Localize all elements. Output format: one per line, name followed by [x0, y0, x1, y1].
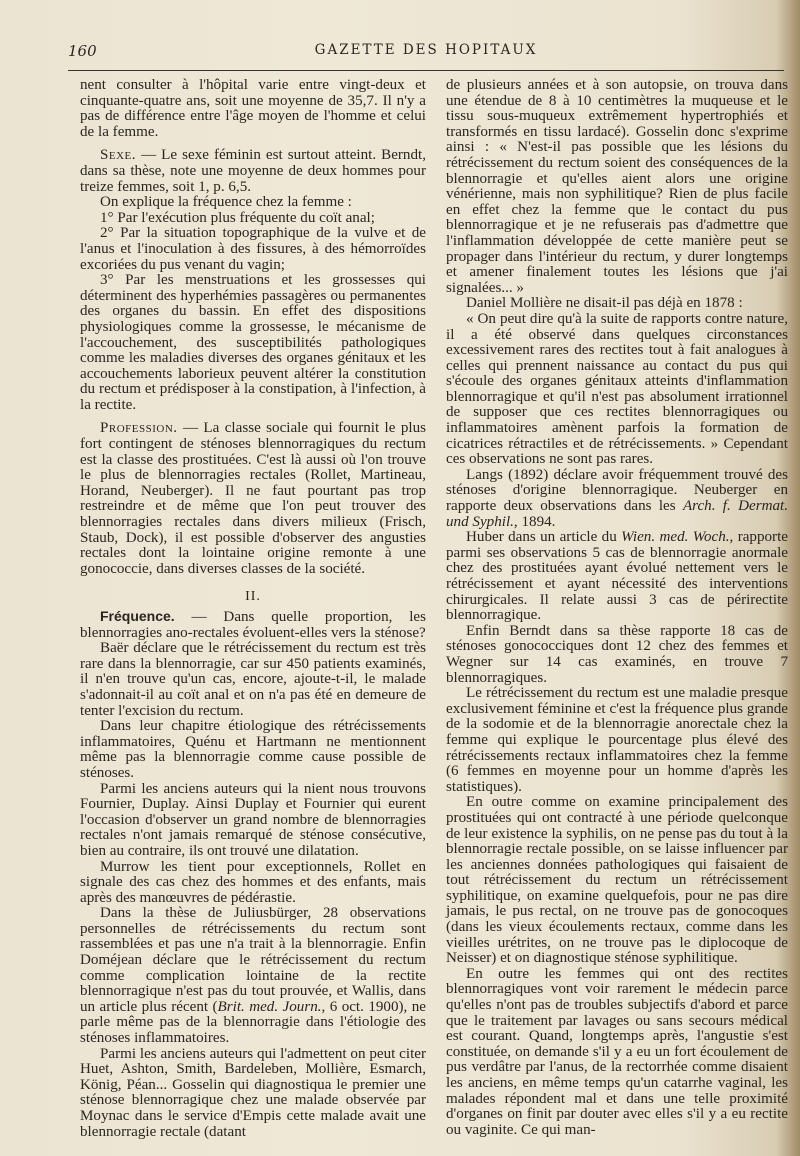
- page-header: [68, 42, 784, 66]
- paragraph: Enfin Berndt dans sa thèse rapporte 18 cas de sténoses gonococciques dont 12 chez des femmes et Wegner sur 14 cas examinés, en trouve 7 blennorragiques.: [446, 622, 788, 686]
- paragraph: En outre les femmes qui ont des rectites blennorragiques vont voir rarement le médecin parce qu'elles n'ont pas de troubles subjectifs d'abord et parce que le traitement par lavages ou sans secours médical est courant. Quand, longtemps après, l'angustie s'est constituée, on demande s'il y a eu un fort écoulement de pus verdâtre par l'anus, de la rectorrhée comme disaient les anciens, en même temps qu'un catarrhe vaginal, les malades répondent mal et dans une telle proximité d'organes on finit par douter avec elles s'il y a eu rectite ou vaginite. Ce qui man-: [446, 965, 788, 1138]
- running-title: GAZETTE DES HOPITAUX: [314, 42, 538, 58]
- citation: Brit. med. Journ.: [217, 998, 322, 1015]
- page-number: 160: [68, 42, 97, 60]
- paragraph-text: — Le sexe féminin est surtout atteint. Berndt, dans sa thèse, note une moyenne de deux hommes pour treize femmes, soit 1, p. 6,5.: [80, 147, 426, 195]
- quotation: « On peut dire qu'à la suite de rapports contre nature, il a été observé dans quelques circonstances excessivement rares des rectites tout à fait analogues à celles qui prennent naissance au contact du pus qui s'écoule des organes génitaux atteints d'inflammation blennorragique et qu'il n'est pas absolument irrationnel de supposer que ces rectites blennorragiques ou inflammatoires amènent parfois la formation de cicatrices rétractiles et de rétrécissements. » Cependant ces observations ne sont pas rares.: [446, 310, 788, 468]
- paragraph: nent consulter à l'hôpital varie entre vingt-deux et cinquante-quatre ans, soit une moyenne de 35,7. Il n'y a pas de différence entre l'âge moyen de l'homme et celui de la femme.: [80, 77, 426, 140]
- section-heading-frequence: Fréquence.: [100, 608, 175, 624]
- citation: Arch. f. Dermat. und Syphil.: [446, 498, 788, 530]
- list-item: 3° Par les menstruations et les grossesses qui déterminent des hyperhémies passagères ou permanentes des organes du bassin. En effet des dispositions physiologiques comme la grossesse, le mécanisme de l'accouchement, des susceptibilités pathologiques comme les maladies diverses des organes génitaux et les accouchements laborieux peuvent altérer la constitution du rectum et prédisposer à la constipation, à l'infection, à la rectite.: [80, 272, 426, 413]
- list-item: 1° Par l'exécution plus fréquente du coït anal;: [100, 209, 375, 226]
- paragraph: En outre comme on examine principalement des prostituées qui ont contracté à une période quelconque de leur existence la syphilis, on ne pense pas du tout à la blennorragie rectale possible, on se laisse influencer par les anciennes données pathologiques qui faisaient de tout rétrécissement du rectum un rétrécissement syphilitique, on examine quelquefois, pour ne pas dire jamais, le pus rectal, on ne trouve pas de gonocoques (dans les vieux écoulements rectaux, comme dans les vieilles urétrites, on ne trouve pas le diplocoque de Neisser) et on diagnostique sténose syphilitique.: [446, 794, 788, 967]
- paragraph-frequence: [80, 609, 426, 641]
- right-column: [446, 78, 788, 1138]
- section-heading-sexe: Sexe.: [100, 147, 137, 164]
- paragraph-text: Langs (1892) déclare avoir fréquemment trouvé des sténoses d'origine blennorragique. Neuberger en rapporte deux observations dans les: [446, 466, 788, 515]
- paragraph: [446, 468, 788, 530]
- paragraph: Murrow les tient pour exceptionnels, Rollet en signale des cas chez des hommes et des enfants, mais après des manœuvres de pédérastie.: [80, 858, 426, 906]
- paragraph: Parmi les anciens auteurs qui la nient nous trouvons Fournier, Duplay. Ainsi Duplay et Fournier qui eurent l'occasion d'observer un grand nombre de blennorragies rectales n'ont jamais remarqué de sténose consécutive, bien au contraire, ils ont trouvé une dilatation.: [80, 780, 426, 859]
- header-rule: [68, 70, 784, 71]
- paragraph-text: Huber dans un article du: [466, 529, 622, 546]
- paragraph-profession: [80, 421, 426, 577]
- list-item: 2° Par la situation topographique de la vulve et de l'anus et l'inoculation à des fissures, à des hémorroïdes excoriées du pus venant du vagin;: [80, 225, 426, 273]
- paragraph: Parmi les anciens auteurs qui l'admettent on peut citer Huet, Ashton, Smith, Bardeleben, Mollière, Esmarch, König, Péan... Gosselin qui diagnostiqua le premier une sténose blennorragique chez une malade observée par Moynac dans le service d'Empis cette malade avait une blennorragie rectale (datant: [80, 1045, 426, 1140]
- paragraph: Baër déclare que le rétrécissement du rectum est très rare dans la blennorragie, car sur 450 patients examinés, il n'en trouve qu'un cas, encore, ajoute-t-il, le malade s'adonnait-il au coït anal et on n'a pas été en demeure de tenter l'excision du rectum.: [80, 640, 426, 719]
- paragraph: On explique la fréquence chez la femme :: [100, 194, 352, 211]
- paragraph-text: — Dans quelle proportion, les blennorragies ano-rectales évoluent-elles vers la sténose?: [80, 609, 426, 641]
- paragraph-text: , 1894.: [513, 513, 556, 530]
- paragraph: Le rétrécissement du rectum est une maladie presque exclusivement féminine et c'est la fréquence plus grande de la sodomie et de la blennorragie anorectale chez la femme qui explique le pourcentage plus élevé des rétrécissements rectaux inflammatoires chez la femme (6 femmes en moyenne pour un homme d'après les statistiques).: [446, 685, 788, 795]
- paragraph-sexe: [80, 148, 426, 195]
- section-heading-profession: Profession.: [100, 420, 178, 437]
- paragraph-text: Dans la thèse de Juliusbürger, 28 observations personnelles de rétrécissements du rectum sont rassemblées et pas une n'a trait à la blennorragie. Enfin Doméjean déclare que le rétrécissement du rectum comme complication lointaine de la rectite blennorragique n'est pas du tout prouvée, et Wallis, dans un article plus récent (: [80, 905, 426, 1015]
- paragraph: de plusieurs années et à son autopsie, on trouva dans une étendue de 8 à 10 centimètres la muqueuse et le tissu sous-muqueux extrêmement hypertrophiés et transformés en tissu lardacé). Gosselin donc s'exprime ainsi : « N'est-il pas possible que les lésions du rétrécissement du rectum soient des conséquences de la blennorragie et qu'elles aient alors une origine vénérienne, mais non syphilitique? Rien de plus facile en effet chez la femme que le contact du pus blennorragique et je ne refuserais pas d'admettre que l'inflammation développée de cette manière peut se propager dans l'intérieur du rectum, y durer longtemps et amener finalement toutes les lésions que j'ai signalées... »: [446, 77, 788, 296]
- left-column: [80, 78, 426, 1140]
- paragraph-text: , rapporte parmi ses observations 5 cas de blennorragie anormale chez des prostituées ayant évolué nettement vers le rétrécissement et ayant nécessité des interventions chirurgicales. Il relate aussi 3 cas de périrectite blennorragique.: [446, 529, 788, 624]
- paragraph: Daniel Mollière ne disait-il pas déjà en 1878 :: [466, 295, 743, 312]
- paragraph: [446, 530, 788, 624]
- paragraph: [80, 906, 426, 1046]
- paragraph-text: , 6 oct. 1900), ne parle même pas de la blennorragie dans l'étiologie des sténoses inflammatoires.: [80, 998, 426, 1047]
- citation: Wien. med. Woch.: [621, 529, 730, 546]
- paragraph-text: — La classe sociale qui fournit le plus fort contingent de sténoses blennorragiques du rectum est la classe des prostituées. C'est là aussi où l'on trouve le plus de blennorragies rectales (Rollet, Martineau, Horand, Neuberger). Il ne faut pourtant pas trop restreindre et de même que l'on peut trouver des blennorragies rectales dans divers milieux (Frisch, Staub, Dock), il est possible d'observer des angusties rectales dont la lointaine origine remonte à une gonococcie, dans diverses classes de la société.: [80, 420, 426, 577]
- section-number: II.: [245, 589, 261, 605]
- paragraph: Dans leur chapitre étiologique des rétrécissements inflammatoires, Quénu et Hartmann ne mentionnent même pas la blennorragie comme cause possible de sténoses.: [80, 718, 426, 781]
